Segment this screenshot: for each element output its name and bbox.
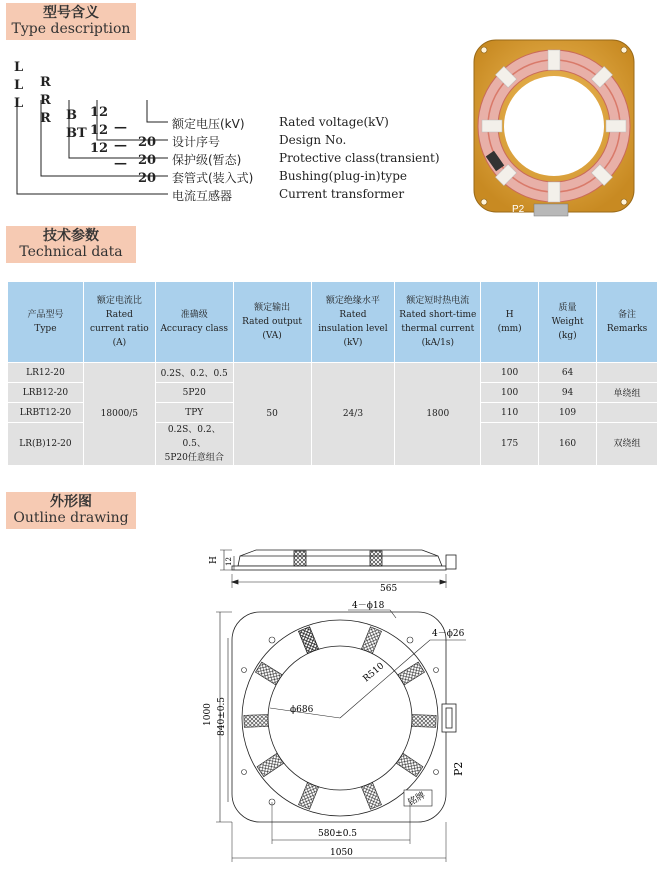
product-photo bbox=[470, 36, 638, 220]
model-letter: L bbox=[14, 60, 24, 75]
cell-h: 110 bbox=[481, 403, 539, 423]
model-letter: L bbox=[14, 96, 24, 111]
section-title-en: Type description bbox=[11, 21, 131, 37]
table-header-row bbox=[8, 282, 658, 363]
col-header-insulation: 额定绝缘水平 Rated insulation level (kV) bbox=[311, 282, 395, 363]
legend-ct-en: Current transformer bbox=[279, 187, 405, 201]
nameplate-label: 铭牌 bbox=[406, 790, 428, 809]
cell-ratio-shared: 18000/5 bbox=[83, 363, 155, 466]
col-header-accuracy: 准确级 Accuracy class bbox=[155, 282, 233, 363]
section-title-en: Technical data bbox=[19, 244, 123, 260]
cell-accuracy: 0.2S、0.2、0.5、 5P20任意组合 bbox=[155, 423, 233, 466]
cell-weight: 94 bbox=[539, 383, 597, 403]
side-view bbox=[220, 550, 456, 588]
legend-protective-cn: 保护级(暂态) bbox=[172, 153, 242, 167]
cell-accuracy: 5P20 bbox=[155, 383, 233, 403]
col-header-ratio: 额定电流比 Rated current ratio (A) bbox=[83, 282, 155, 363]
cell-remarks: 双绕组 bbox=[597, 423, 658, 466]
col-header-h: H (mm) bbox=[481, 282, 539, 363]
section-title-en: Outline drawing bbox=[13, 510, 129, 526]
model-letter: B bbox=[66, 108, 77, 123]
col-header-thermal: 额定短时热电流 Rated short-time thermal current (kA/1s) bbox=[395, 282, 481, 363]
cell-h: 100 bbox=[481, 383, 539, 403]
table-row bbox=[8, 363, 658, 383]
radius-label: R510 bbox=[361, 661, 387, 685]
model-dash: — bbox=[114, 156, 127, 171]
cell-accuracy: TPY bbox=[155, 403, 233, 423]
model-number: 12 bbox=[90, 105, 109, 120]
section-header-technical-data bbox=[6, 226, 136, 263]
legend-design-cn: 设计序号 bbox=[172, 135, 221, 149]
cell-output-shared: 50 bbox=[233, 363, 311, 466]
cell-h: 100 bbox=[481, 363, 539, 383]
col-header-type: 产品型号 Type bbox=[8, 282, 84, 363]
holes-small-label: 4－ϕ18 bbox=[352, 601, 385, 611]
cell-thermal-shared: 1800 bbox=[395, 363, 481, 466]
section-title-cn: 外形图 bbox=[50, 494, 92, 510]
model-letter: R bbox=[40, 75, 51, 90]
cell-weight: 64 bbox=[539, 363, 597, 383]
cell-remarks: 单绕组 bbox=[597, 383, 658, 403]
model-voltage: 20 bbox=[138, 171, 157, 186]
model-dash: — bbox=[114, 120, 127, 135]
legend-bushing-en: Bushing(plug-in)type bbox=[279, 169, 407, 183]
cell-weight: 109 bbox=[539, 403, 597, 423]
cell-remarks bbox=[597, 363, 658, 383]
label-p2: P2 bbox=[452, 761, 465, 776]
cell-h: 175 bbox=[481, 423, 539, 466]
cell-remarks bbox=[597, 403, 658, 423]
model-letter: R bbox=[40, 93, 51, 108]
diameter-label: ϕ686 bbox=[290, 705, 314, 715]
legend-voltage-en: Rated voltage(kV) bbox=[279, 115, 389, 129]
section-title-cn: 技术参数 bbox=[43, 228, 99, 244]
dim-580: 580±0.5 bbox=[318, 829, 358, 839]
cell-insulation-shared: 24/3 bbox=[311, 363, 395, 466]
col-header-remarks: 备注 Remarks bbox=[597, 282, 658, 363]
model-voltage: 20 bbox=[138, 135, 157, 150]
model-letter: BT bbox=[66, 126, 87, 141]
model-number: 12 bbox=[90, 123, 109, 138]
legend-protective-en: Protective class(transient) bbox=[279, 151, 440, 165]
cell-weight: 160 bbox=[539, 423, 597, 466]
model-number: 12 bbox=[90, 141, 109, 156]
col-header-output: 额定输出 Rated output (VA) bbox=[233, 282, 311, 363]
dim-h: H bbox=[209, 556, 219, 564]
model-voltage: 20 bbox=[138, 153, 157, 168]
dim-565: 565 bbox=[380, 584, 398, 594]
technical-data-table bbox=[7, 281, 658, 466]
dim-840: 840±0.5 bbox=[217, 696, 227, 736]
cell-type: LRB12-20 bbox=[8, 383, 84, 403]
model-letter: R bbox=[40, 111, 51, 126]
dim-12: 12 bbox=[225, 557, 233, 566]
model-dash: — bbox=[114, 138, 127, 153]
legend-voltage-cn: 额定电压(kV) bbox=[172, 117, 245, 131]
legend-design-en: Design No. bbox=[279, 133, 347, 147]
photo-label-p2: P2 bbox=[512, 204, 525, 215]
legend-ct-cn: 电流互感器 bbox=[172, 189, 233, 203]
section-header-outline-drawing bbox=[6, 492, 136, 529]
cell-type: LRBT12-20 bbox=[8, 403, 84, 423]
section-title-cn: 型号含义 bbox=[43, 5, 99, 21]
cell-type: LR12-20 bbox=[8, 363, 84, 383]
cell-accuracy: 0.2S、0.2、0.5 bbox=[155, 363, 233, 383]
model-letter: L bbox=[14, 78, 24, 93]
legend-bushing-cn: 套管式(装入式) bbox=[172, 171, 254, 185]
dim-1050: 1050 bbox=[330, 848, 353, 858]
top-view bbox=[216, 610, 466, 862]
dim-1000: 1000 bbox=[203, 703, 213, 726]
holes-large-label: 4－ϕ26 bbox=[432, 629, 465, 639]
col-header-weight: 质量 Weight (kg) bbox=[539, 282, 597, 363]
cell-type: LR(B)12-20 bbox=[8, 423, 84, 466]
outline-drawing bbox=[180, 540, 480, 870]
